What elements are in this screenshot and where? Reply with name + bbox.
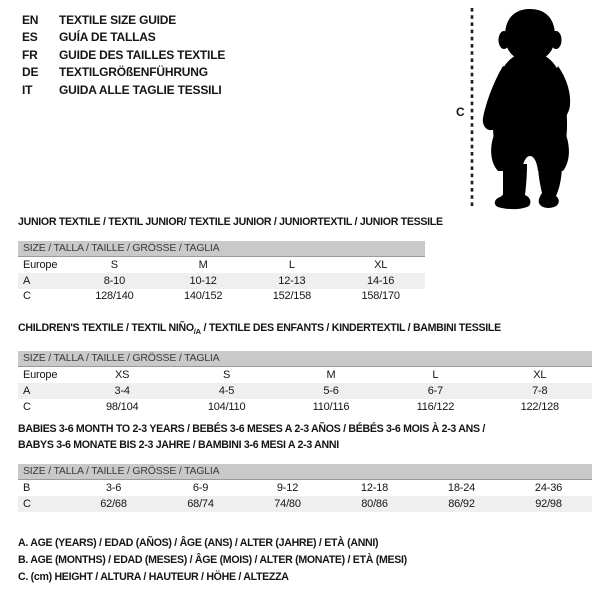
measurement-notes bbox=[18, 535, 407, 587]
toddler-silhouette-image bbox=[482, 6, 579, 211]
lang-code: ES bbox=[22, 30, 38, 45]
cell: 6-9 bbox=[192, 481, 209, 494]
size-header-bar: SIZE / TALLA / TAILLE / GRÖSSE / TAGLIA bbox=[18, 464, 592, 480]
lang-label: GUIDE DES TAILLES TEXTILE bbox=[59, 47, 226, 62]
lang-label: TEXTILE SIZE GUIDE bbox=[59, 13, 177, 27]
junior-table-section bbox=[18, 214, 443, 304]
cell: S bbox=[110, 258, 118, 271]
babies-table-title-line1: BABIES 3-6 MONTH TO 2-3 YEARS / BEBÉS 3-6 MESES A 2-3 AÑOS / BÉBÉS 3-6 MOIS À 2-3 ANS / bbox=[18, 423, 486, 435]
cell: 62/68 bbox=[100, 497, 127, 510]
table-row bbox=[18, 289, 425, 305]
babies-table-section bbox=[18, 421, 592, 512]
height-measure-dashed-line bbox=[470, 8, 474, 206]
cell: XL bbox=[533, 369, 547, 381]
cell: L bbox=[432, 369, 439, 381]
junior-size-table bbox=[18, 257, 425, 304]
junior-table-title: JUNIOR TEXTILE / TEXTIL JUNIOR/ TEXTILE JUNIOR / JUNIORTEXTIL / JUNIOR TESSILE bbox=[18, 216, 443, 228]
table-row bbox=[18, 399, 592, 415]
cell: 5-6 bbox=[323, 384, 339, 397]
cell: 3-6 bbox=[105, 481, 122, 494]
cell: 74/80 bbox=[274, 497, 301, 510]
children-size-table bbox=[18, 367, 592, 414]
lang-label: GUÍA DE TALLAS bbox=[59, 30, 156, 45]
cell: 18-24 bbox=[447, 481, 476, 494]
cell: 80/86 bbox=[361, 497, 388, 510]
row-label: Europe bbox=[23, 258, 58, 271]
row-label: A bbox=[23, 274, 31, 287]
title-text: / TEXTILE DES ENFANTS / KINDERTEXTIL / BAMBINI TESSILE bbox=[200, 322, 501, 334]
row-label: B bbox=[23, 481, 31, 494]
language-list bbox=[22, 12, 225, 99]
cell: 8-10 bbox=[103, 274, 125, 287]
cell: 14-16 bbox=[367, 274, 395, 287]
cell: M bbox=[326, 369, 336, 381]
children-table-section bbox=[18, 320, 592, 415]
cell: 92/98 bbox=[535, 497, 562, 510]
lang-code: EN bbox=[22, 13, 39, 27]
row-label: C bbox=[23, 400, 31, 413]
row-label: A bbox=[23, 384, 31, 397]
note-b: B. AGE (MONTHS) / EDAD (MESES) / ÂGE (MOIS) / ALTER (MONATE) / ETÀ (MESI) bbox=[18, 554, 407, 567]
cell: 24-36 bbox=[534, 481, 563, 494]
cell: 3-4 bbox=[114, 384, 130, 397]
cell: 4-5 bbox=[218, 384, 235, 397]
cell: L bbox=[288, 258, 295, 271]
table-row bbox=[18, 496, 592, 512]
cell: 128/140 bbox=[95, 290, 134, 303]
lang-code: DE bbox=[22, 65, 39, 80]
lang-row-it bbox=[22, 82, 225, 99]
row-label: C bbox=[23, 497, 31, 510]
title-subscript: /A bbox=[193, 327, 201, 337]
cell: 6-7 bbox=[427, 384, 444, 397]
cell: 7-8 bbox=[532, 384, 548, 397]
note-a: A. AGE (YEARS) / EDAD (AÑOS) / ÂGE (ANS) / ALTER (JAHRE) / ETÀ (ANNI) bbox=[18, 537, 379, 549]
table-row bbox=[18, 480, 592, 496]
table-row bbox=[18, 257, 425, 273]
cell: 86/92 bbox=[448, 497, 475, 510]
title-text: CHILDREN'S TEXTILE / TEXTIL NIÑO bbox=[18, 322, 194, 334]
cell: 68/74 bbox=[187, 497, 214, 510]
lang-row-de bbox=[22, 64, 225, 81]
cell: 122/128 bbox=[520, 400, 559, 413]
cell: 9-12 bbox=[276, 481, 299, 494]
lang-row-en bbox=[22, 12, 225, 29]
lang-code: IT bbox=[22, 82, 33, 97]
cell: 140/152 bbox=[183, 290, 223, 303]
cell: 12-18 bbox=[360, 481, 389, 494]
lang-code: FR bbox=[22, 47, 38, 62]
cell: 98/104 bbox=[105, 400, 139, 413]
cell: 10-12 bbox=[189, 274, 217, 287]
cell: XL bbox=[374, 258, 388, 271]
note-c: C. (cm) HEIGHT / ALTURA / HAUTEUR / HÖHE / ALTEZZA bbox=[18, 571, 289, 584]
cell: 12-13 bbox=[278, 274, 306, 287]
table-row bbox=[18, 383, 592, 399]
cell: 158/170 bbox=[361, 290, 400, 303]
cell: 104/110 bbox=[207, 400, 246, 413]
cell: M bbox=[198, 258, 208, 271]
row-label: C bbox=[23, 290, 31, 303]
babies-table-title-line2: BABYS 3-6 MONATE BIS 2-3 JAHRE / BAMBINI 3-6 MESI A 2-3 ANNI bbox=[18, 439, 339, 451]
cell: 116/122 bbox=[416, 400, 455, 413]
lang-label: GUIDA ALLE TAGLIE TESSILI bbox=[59, 82, 222, 97]
measure-c-label: C bbox=[456, 105, 465, 119]
table-row bbox=[18, 273, 425, 289]
lang-row-fr bbox=[22, 47, 225, 64]
cell: 110/116 bbox=[312, 400, 350, 413]
children-table-title bbox=[18, 320, 592, 340]
babies-size-table bbox=[18, 480, 592, 512]
cell: S bbox=[223, 369, 231, 381]
table-row bbox=[18, 367, 592, 383]
size-header-bar: SIZE / TALLA / TAILLE / GRÖSSE / TAGLIA bbox=[18, 351, 592, 367]
lang-label: TEXTILGRÖßENFÜHRUNG bbox=[59, 65, 208, 80]
cell: 152/158 bbox=[272, 290, 312, 303]
cell: XS bbox=[115, 369, 130, 381]
row-label: Europe bbox=[23, 369, 58, 381]
size-header-bar: SIZE / TALLA / TAILLE / GRÖSSE / TAGLIA bbox=[18, 241, 425, 257]
lang-row-es bbox=[22, 29, 225, 46]
